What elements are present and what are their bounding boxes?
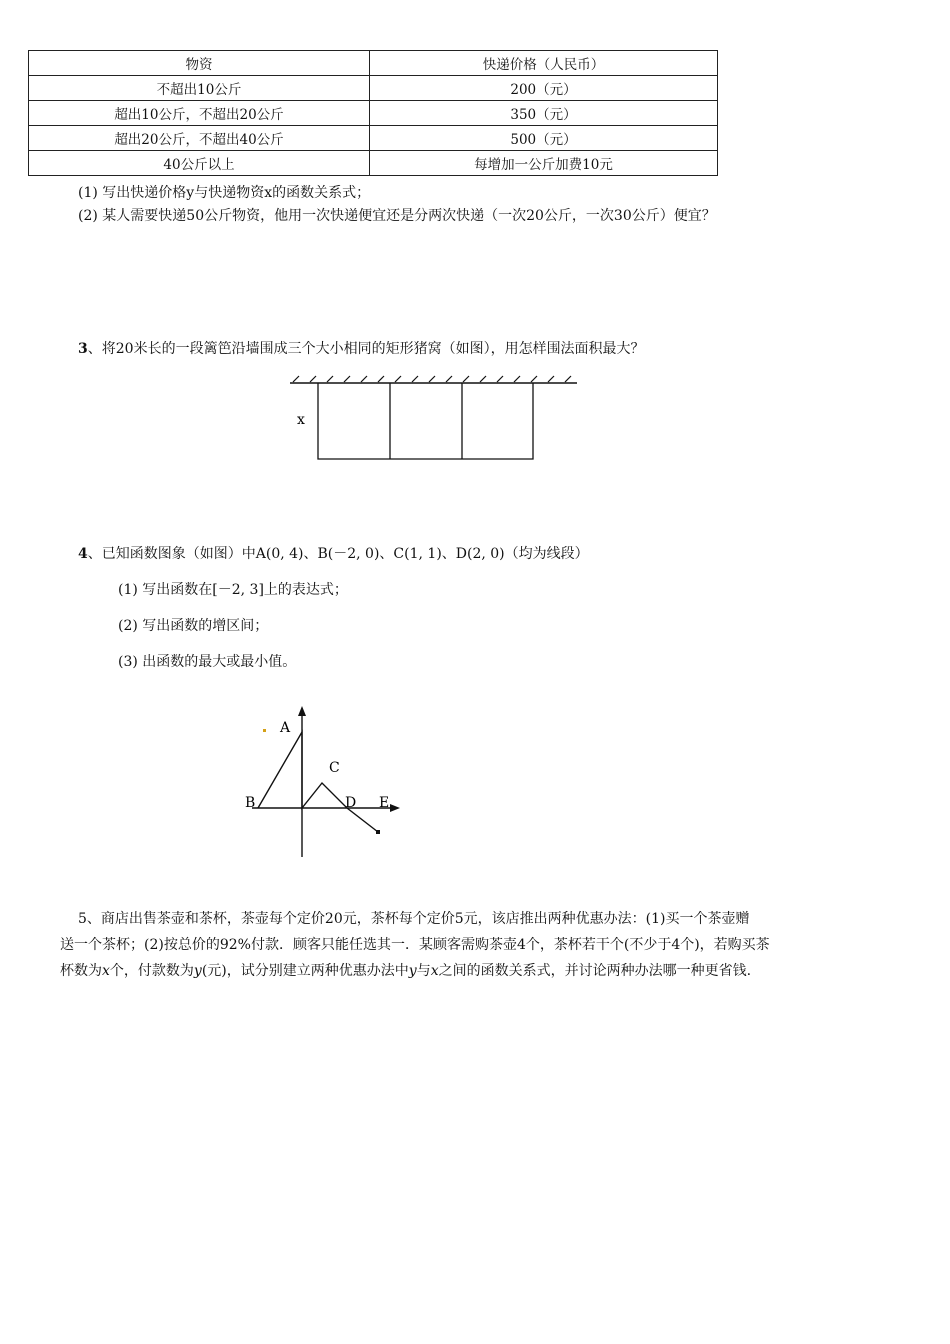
table-cell: 每增加一公斤加费10元: [370, 151, 718, 176]
point-label-c: C: [329, 760, 340, 776]
point-label-b: B: [245, 795, 256, 811]
wall-hatching: [293, 376, 571, 382]
x-axis-arrow: [390, 804, 400, 812]
point-label-e: E: [379, 795, 390, 811]
var-y: y: [193, 963, 202, 979]
question-text: 、已知函数图象（如图）中A(0, 4)、B(－2, 0)、C(1, 1)、D(2, 0)（均为线段）: [87, 546, 589, 562]
q2-sub1: (1) 写出快递价格y与快递物资x的函数关系式；: [78, 185, 371, 201]
q5-text: (元)，试分别建立两种优惠办法中: [201, 963, 409, 979]
question-number: 3: [78, 341, 88, 357]
function-polyline: [258, 732, 378, 832]
var-y: y: [408, 963, 417, 979]
q5-text: 杯数为: [60, 963, 102, 979]
endpoint-marker: [376, 830, 380, 834]
q5-line-1: 5、商店出售茶壶和茶杯，茶壶每个定价20元，茶杯每个定价5元，该店推出两种优惠办法：(1)买一个茶壶赠: [78, 911, 750, 927]
table-cell: 350（元）: [370, 101, 718, 126]
q5-text: 与: [416, 963, 431, 979]
table-cell: 40公斤以上: [29, 151, 370, 176]
point-label-a: A: [280, 720, 291, 736]
table-row: [29, 76, 718, 101]
question-number: 4: [78, 546, 88, 562]
question-3: [78, 336, 645, 362]
table-cell: 超出10公斤，不超出20公斤: [29, 101, 370, 126]
q5-text: 之间的函数关系式，并讨论两种办法哪一种更省钱.: [438, 963, 752, 979]
price-table: [28, 50, 718, 176]
stray-dot: [263, 729, 266, 732]
q4-sub1: (1) 写出函数在[－2, 3]上的表达式；: [118, 582, 348, 598]
point-label-d: D: [345, 795, 357, 811]
q5-line-2: 送一个茶杯；(2)按总价的92%付款．顾客只能任选其一．某顾客需购茶壶4个，茶杯若干个(不少于4个)，若购买茶: [60, 937, 770, 953]
q2-sub2: (2) 某人需要快递50公斤物资，他用一次快递便宜还是分两次快递（一次20公斤，一次30公斤）便宜？: [78, 208, 716, 224]
table-row: [29, 101, 718, 126]
q5-text: 个，付款数为: [109, 963, 194, 979]
table-cell: 不超出10公斤: [29, 76, 370, 101]
table-header-cell: 快递价格（人民币）: [370, 51, 718, 76]
side-label-x: x: [297, 412, 305, 428]
function-graph: [230, 700, 410, 865]
q4-sub3: (3) 出函数的最大或最小值。: [118, 654, 297, 670]
table-cell: 超出20公斤，不超出40公斤: [29, 126, 370, 151]
q4-sub2: (2) 写出函数的增区间；: [118, 618, 269, 634]
question-5: [60, 906, 888, 984]
var-x: x: [102, 963, 110, 979]
table-cell: 200（元）: [370, 76, 718, 101]
q5-line-3: [60, 958, 888, 984]
table-row: [29, 126, 718, 151]
question-4: [78, 541, 589, 567]
var-x: x: [430, 963, 439, 979]
table-cell: 500（元）: [370, 126, 718, 151]
table-row: [29, 151, 718, 176]
question-text: 、将20米长的一段篱笆沿墙围成三个大小相同的矩形猪窝（如图），用怎样围法面积最大？: [87, 341, 645, 357]
y-axis-arrow: [298, 706, 306, 716]
table-header-cell: 物资: [29, 51, 370, 76]
fence-rectangles: [318, 383, 533, 459]
pigpen-diagram: [285, 372, 585, 467]
table-header-row: [29, 51, 718, 76]
